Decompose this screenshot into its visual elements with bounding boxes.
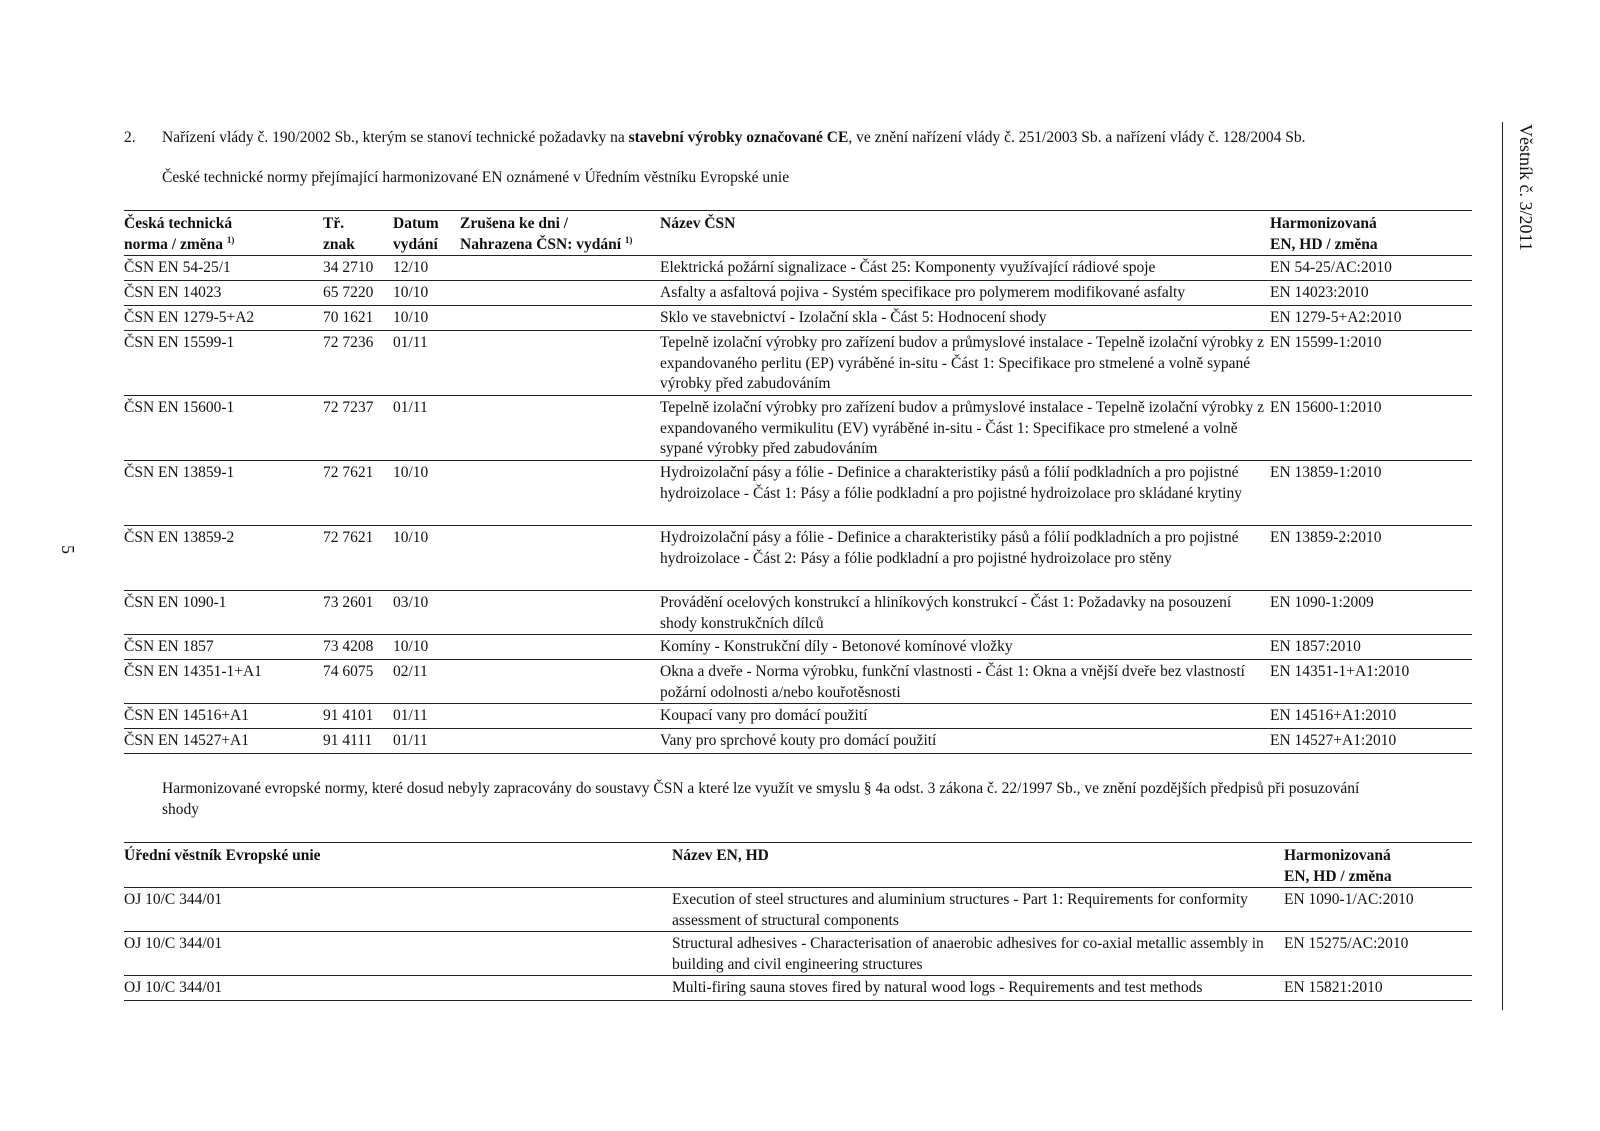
cell-norma: ČSN EN 14023: [124, 284, 222, 301]
cell-harmonizovana: EN 54-25/AC:2010: [1270, 259, 1392, 276]
table-row: [124, 976, 1472, 1001]
cell-nazev: Vany pro sprchové kouty pro domácí použití: [660, 732, 937, 749]
cell-nazev: Elektrická požární signalizace - Část 25: Komponenty využívající rádiové spoje: [660, 259, 1156, 276]
cell-norma: ČSN EN 1279-5+A2: [124, 309, 255, 326]
cell-norma: ČSN EN 13859-2: [124, 529, 235, 546]
cell-harmonizovana: EN 15600-1:2010: [1270, 399, 1382, 416]
cell-zrusena: [460, 660, 660, 704]
cell-zrusena: [460, 591, 660, 635]
table-row: [124, 461, 1472, 526]
table-row: [124, 281, 1472, 306]
cell-zrusena: [460, 461, 660, 526]
cell-trida-znak: 72 7237: [323, 399, 374, 416]
header-datum-vydani: Datum vydání: [393, 215, 439, 253]
cell-zrusena: [460, 306, 660, 331]
cell-norma: ČSN EN 14351-1+A1: [124, 663, 262, 680]
table-row: [124, 526, 1472, 591]
harmonized-norms-note: Harmonizované evropské normy, které dosud nebyly zapracovány do soustavy ČSN a které lze využít ve smyslu § 4a odst. 3 zákona č. 22/1997 Sb., ve znění pozdějších předpisů při posuzování shody: [162, 780, 1360, 818]
section-text-bold: stavební výrobky označované CE: [628, 129, 849, 146]
cell-harmonizovana: EN 1279-5+A2:2010: [1270, 309, 1402, 326]
cell-nazev: Provádění ocelových konstrukcí a hliníkových konstrukcí - Část 1: Požadavky na posouzení shody konstrukčních dílců: [660, 594, 1232, 632]
cell-harmonizovana: EN 1090-1:2009: [1270, 594, 1374, 611]
table-row: [124, 396, 1472, 461]
cell-harmonizovana: EN 13859-1:2010: [1270, 464, 1382, 481]
cell-harmonizovana: EN 15275/AC:2010: [1284, 935, 1409, 952]
cell-trida-znak: 74 6075: [323, 663, 374, 680]
cell-zrusena: [460, 635, 660, 660]
cell-nazev: Komíny - Konstrukční díly - Betonové komínové vložky: [660, 638, 1013, 655]
table-row: [124, 635, 1472, 660]
table-row: [124, 932, 1472, 976]
cell-harmonizovana: EN 15599-1:2010: [1270, 334, 1382, 351]
section-text-start: Nařízení vlády č. 190/2002 Sb., kterým se stanoví technické požadavky na: [162, 129, 629, 146]
cell-datum: 01/11: [393, 334, 428, 351]
table-row: [124, 888, 1472, 932]
page-number: 5: [58, 545, 78, 554]
cell-trida-znak: 73 2601: [323, 594, 374, 611]
cell-nazev: Koupací vany pro domácí použití: [660, 707, 868, 724]
cell-zrusena: [460, 704, 660, 729]
cell-trida-znak: 91 4111: [323, 732, 373, 749]
cell-norma: ČSN EN 1857: [124, 638, 214, 655]
cell-datum: 01/11: [393, 732, 428, 749]
eu-journal-table: [124, 842, 1472, 1001]
cell-trida-znak: 72 7621: [323, 529, 374, 546]
cell-datum: 10/10: [393, 638, 429, 655]
table-row: [124, 306, 1472, 331]
table1-caption: České technické normy přejímající harmonizované EN oznámené v Úředním věstníku Evropské unie: [162, 169, 790, 186]
cell-harmonizovana: EN 15821:2010: [1284, 979, 1383, 996]
cell-zrusena: [460, 396, 660, 461]
cell-oj: OJ 10/C 344/01: [124, 935, 223, 952]
cell-norma: ČSN EN 15600-1: [124, 399, 235, 416]
cell-nazev: Okna a dveře - Norma výrobku, funkční vlastnosti - Část 1: Okna a vnější dveře bez vlastností požární odolnosti a/nebo kouřotěsnosti: [660, 663, 1245, 701]
cell-datum: 12/10: [393, 259, 429, 276]
cell-zrusena: [460, 281, 660, 306]
cell-trida-znak: 34 2710: [323, 259, 374, 276]
cell-norma: ČSN EN 54-25/1: [124, 259, 231, 276]
cell-oj: OJ 10/C 344/01: [124, 891, 223, 908]
cell-nazev: Asfalty a asfaltová pojiva - Systém specifikace pro polymerem modifikované asfalty: [660, 284, 1186, 301]
cell-nazev: Tepelně izolační výrobky pro zařízení budov a průmyslové instalace - Tepelně izolační výrobky z expandovaného perlitu (EP) vyráběné in-situ - Část 1: Specifikace pro stmelené a volně sypané výrobky před zabudováním: [660, 334, 1264, 392]
cell-datum: 10/10: [393, 309, 429, 326]
margin-rule: [1502, 122, 1503, 1010]
cell-harmonizovana: EN 1857:2010: [1270, 638, 1361, 655]
section-text-end: , ve znění nařízení vlády č. 251/2003 Sb. a nařízení vlády č. 128/2004 Sb.: [848, 129, 1306, 146]
cell-harmonizovana: EN 13859-2:2010: [1270, 529, 1382, 546]
header-uredni-vestnik: Úřední věstník Evropské unie: [124, 847, 321, 864]
cell-harmonizovana: EN 14516+A1:2010: [1270, 707, 1397, 724]
table-row: [124, 704, 1472, 729]
cell-nazev: Multi-firing sauna stoves fired by natural wood logs - Requirements and test methods: [672, 979, 1203, 996]
table-header-row: [124, 211, 1472, 256]
cell-trida-znak: 72 7236: [323, 334, 374, 351]
cell-zrusena: [460, 331, 660, 396]
table-row: [124, 256, 1472, 281]
cell-harmonizovana: EN 14351-1+A1:2010: [1270, 663, 1410, 680]
header-nazev-csn: Název ČSN: [660, 215, 736, 232]
table-row: [124, 591, 1472, 635]
cell-norma: ČSN EN 13859-1: [124, 464, 235, 481]
cell-nazev: Structural adhesives - Characterisation of anaerobic adhesives for co-axial metallic assembly in building and civil engineering structures: [672, 935, 1264, 973]
header-harmonizovana: Harmonizovaná EN, HD / změna: [1270, 215, 1378, 253]
journal-running-header: Věstník č. 3/2011: [1516, 124, 1536, 251]
cell-norma: ČSN EN 14527+A1: [124, 732, 249, 749]
cell-trida-znak: 91 4101: [323, 707, 374, 724]
cell-harmonizovana: EN 1090-1/AC:2010: [1284, 891, 1414, 908]
csn-standards-table: [124, 210, 1472, 754]
cell-trida-znak: 65 7220: [323, 284, 374, 301]
cell-datum: 03/10: [393, 594, 429, 611]
cell-zrusena: [460, 256, 660, 281]
header-norma: Česká technická norma / změna $^{1)}$: [124, 215, 235, 253]
table-header-row: [124, 843, 1472, 888]
cell-trida-znak: 72 7621: [323, 464, 374, 481]
cell-nazev: Sklo ve stavebnictví - Izolační skla - Část 5: Hodnocení shody: [660, 309, 1047, 326]
cell-datum: 01/11: [393, 399, 428, 416]
cell-zrusena: [460, 729, 660, 754]
cell-datum: 10/10: [393, 529, 429, 546]
section-heading: [124, 128, 1434, 148]
cell-nazev: Hydroizolační pásy a fólie - Definice a charakteristiky pásů a fólií podkladních a pro pojistné hydroizolace - Část 1: Pásy a fólie podkladní a pro pojistné hydroizolace pro skládané krytiny: [660, 464, 1242, 502]
cell-datum: 02/11: [393, 663, 428, 680]
cell-oj: OJ 10/C 344/01: [124, 979, 223, 996]
cell-datum: 01/11: [393, 707, 428, 724]
cell-norma: ČSN EN 1090-1: [124, 594, 227, 611]
cell-nazev: Tepelně izolační výrobky pro zařízení budov a průmyslové instalace - Tepelně izolační výrobky z expandovaného vermikulitu (EV) vyráběné in-situ - Část 1: Specifikace pro stmelené a volně sypané výrobky před zabudováním: [660, 399, 1264, 457]
cell-trida-znak: 73 4208: [323, 638, 374, 655]
cell-nazev: Hydroizolační pásy a fólie - Definice a charakteristiky pásů a fólií podkladních a pro pojistné hydroizolace - Část 2: Pásy a fólie podkladní a pro pojistné hydroizolace pro stěny: [660, 529, 1239, 567]
cell-norma: ČSN EN 14516+A1: [124, 707, 249, 724]
cell-norma: ČSN EN 15599-1: [124, 334, 235, 351]
table-row: [124, 331, 1472, 396]
header-zrusena: Zrušena ke dni / Nahrazena ČSN: vydání $^{1)}$: [460, 215, 633, 253]
cell-harmonizovana: EN 14527+A1:2010: [1270, 732, 1397, 749]
section-number: 2.: [124, 129, 136, 146]
cell-datum: 10/10: [393, 284, 429, 301]
header-nazev-en: Název EN, HD: [672, 847, 769, 864]
cell-nazev: Execution of steel structures and aluminium structures - Part 1: Requirements for conformity assessment of structural components: [672, 891, 1248, 929]
table-row: [124, 660, 1472, 704]
cell-zrusena: [460, 526, 660, 591]
cell-harmonizovana: EN 14023:2010: [1270, 284, 1369, 301]
table-row: [124, 729, 1472, 754]
cell-trida-znak: 70 1621: [323, 309, 374, 326]
cell-datum: 10/10: [393, 464, 429, 481]
header-harmonizovana: Harmonizovaná EN, HD / změna: [1284, 847, 1392, 885]
header-trida-znak: Tř. znak: [323, 215, 355, 253]
